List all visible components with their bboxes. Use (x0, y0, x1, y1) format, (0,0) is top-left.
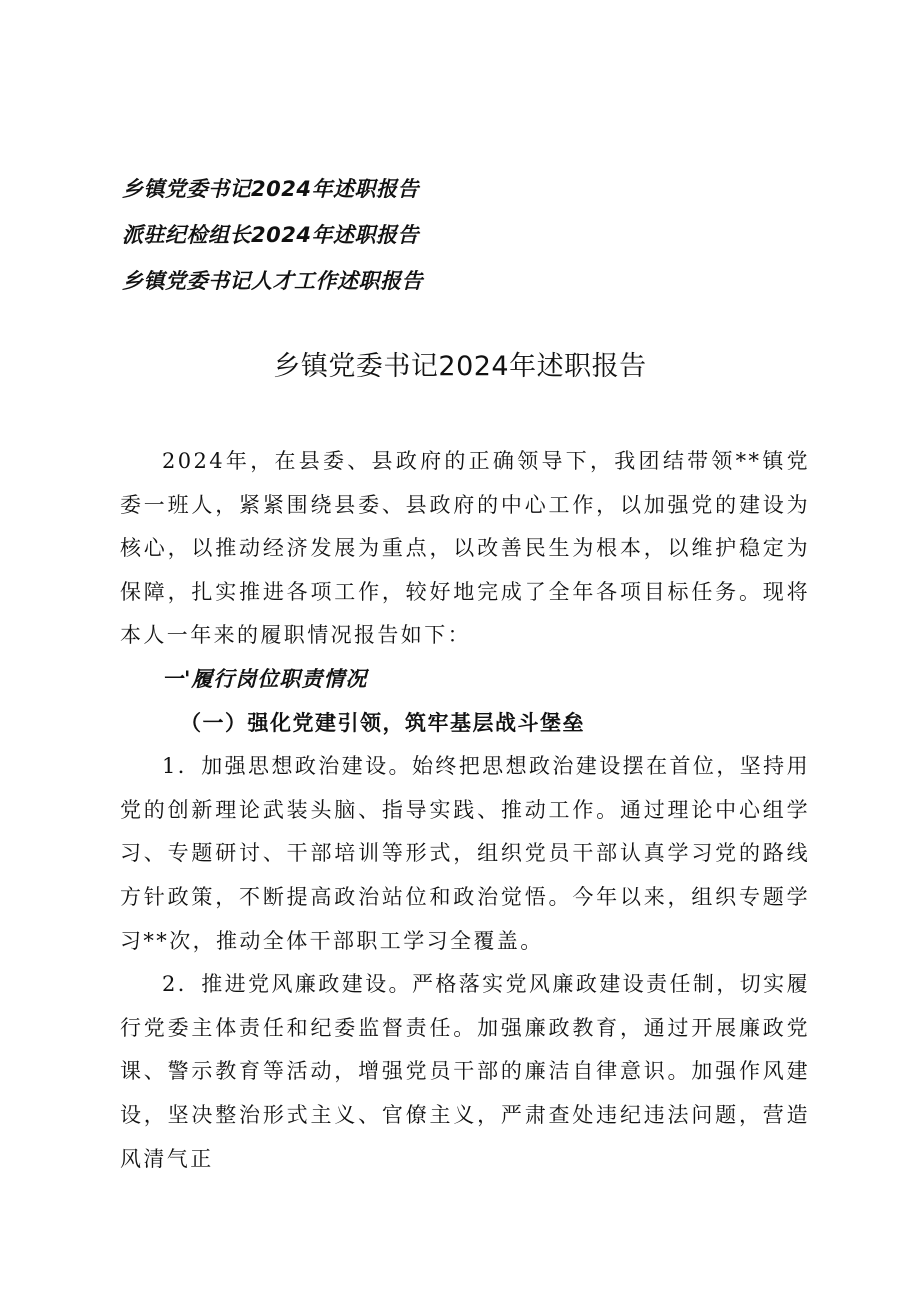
item-paragraph-1: 1．加强思想政治建设。始终把思想政治建设摆在首位，坚持用党的创新理论武装头脑、指导实践、推动工作。通过理论中心组学习、专题研讨、干部培训等形式，组织党员干部认真学习党的路线方针政策，不断提高政治站位和政治觉悟。今年以来，组织专题学习**次，推动全体干部职工学习全覆盖。 (120, 754, 810, 953)
toc-item-talent-work-report[interactable]: 乡镇党委书记人才工作述职报告 (122, 269, 423, 293)
document-title: 乡镇党委书记2024年述职报告 (273, 351, 647, 382)
item-paragraph-2: 2．推进党风廉政建设。严格落实党风廉政建设责任制，切实履行党委主体责任和纪委监督责任。加强廉政教育，通过开展廉政党课、警示教育等活动，增强党员干部的廉洁自律意识。加强作风建设，坚决整治形式主义、官僚主义，严肃查处违纪违法问题，营造风清气正 (120, 972, 810, 1171)
document-body (120, 440, 810, 1181)
toc-item-discipline-inspector-report[interactable]: 派驻纪检组长2024年述职报告 (122, 223, 419, 247)
intro-paragraph: 2024年，在县委、县政府的正确领导下，我团结带领**镇党委一班人，紧紧围绕县委、县政府的中心工作，以加强党的建设为核心，以推动经济发展为重点，以改善民生为根本，以维护稳定为保障，扎实推进各项工作，较好地完成了全年各项目标任务。现将本人一年来的履职情况报告如下： (120, 449, 810, 648)
section-heading: 一'履行岗位职责情况 (162, 666, 368, 691)
toc-item-party-secretary-report[interactable]: 乡镇党委书记2024年述职报告 (122, 177, 419, 201)
subsection-heading: （一）强化党建引领，筑牢基层战斗堡垒 (180, 710, 585, 735)
table-of-contents (122, 166, 822, 304)
